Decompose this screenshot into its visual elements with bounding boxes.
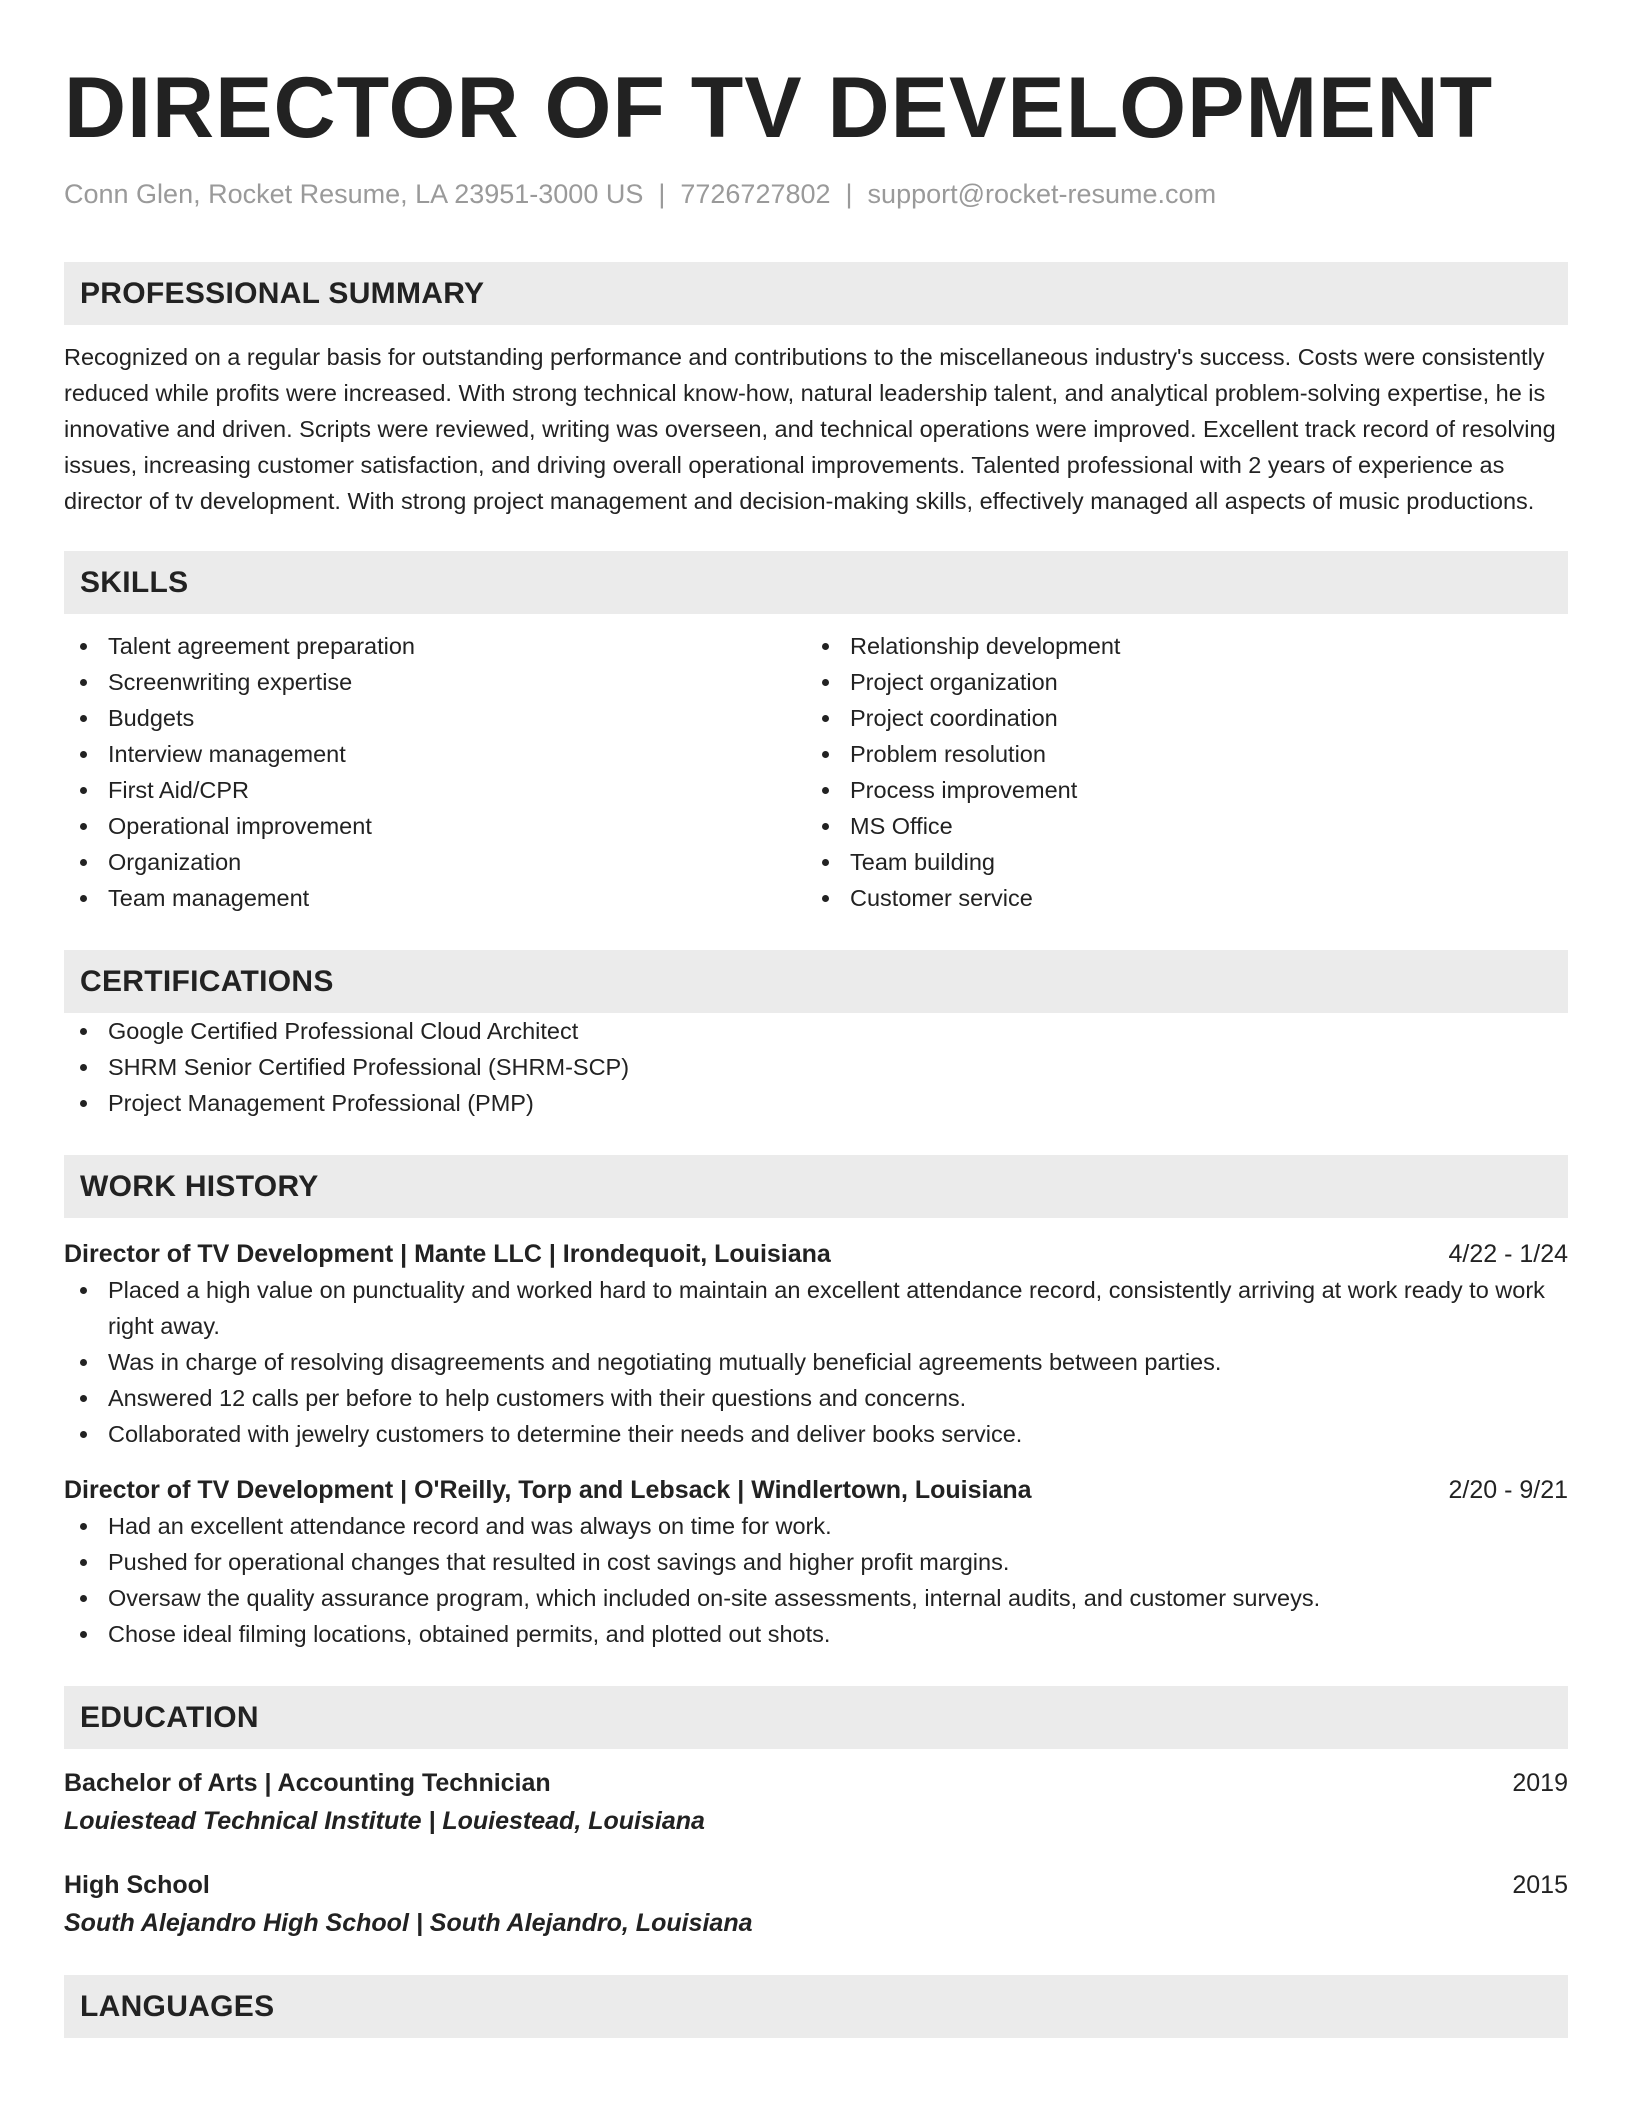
skills-column-right [806,628,1568,916]
skill-item: Team management [64,880,806,916]
job-dates: 4/22 - 1/24 [1448,1240,1568,1268]
section-heading-skills: SKILLS [64,551,1568,614]
job-header [64,1472,1568,1508]
job-dates: 2/20 - 9/21 [1448,1476,1568,1504]
education-degree: Bachelor of Arts | Accounting Technician [64,1769,551,1797]
job-header [64,1236,1568,1272]
contact-separator: | [845,179,853,209]
skill-item: Operational improvement [64,808,806,844]
skill-item: Organization [64,844,806,880]
certification-item: SHRM Senior Certified Professional (SHRM-SCP) [64,1049,1568,1085]
job-bullet: Placed a high value on punctuality and worked hard to maintain an excellent attendance record, consistently arriving at work ready to work right away. [64,1272,1568,1344]
education-year: 2015 [1512,1871,1568,1899]
education-degree: High School [64,1871,210,1899]
skills-list [64,628,1568,916]
skill-item: Relationship development [806,628,1568,664]
skill-item: MS Office [806,808,1568,844]
job-bullet: Answered 12 calls per before to help customers with their questions and concerns. [64,1380,1568,1416]
certifications-list [64,1013,1568,1121]
skill-item: Problem resolution [806,736,1568,772]
job-bullets [64,1272,1568,1452]
contact-separator: | [658,179,666,209]
job-bullets [64,1508,1568,1652]
skill-item: First Aid/CPR [64,772,806,808]
section-heading-education: EDUCATION [64,1686,1568,1749]
job-bullet: Oversaw the quality assurance program, which included on-site assessments, internal audits, and customer surveys. [64,1580,1568,1616]
education-school: Louiestead Technical Institute | Louiestead, Louisiana [64,1807,705,1835]
education-header [64,1765,1568,1801]
skill-item: Project organization [806,664,1568,700]
contact-line [64,176,1568,212]
section-heading-summary: PROFESSIONAL SUMMARY [64,262,1568,325]
job-bullet: Collaborated with jewelry customers to determine their needs and deliver books service. [64,1416,1568,1452]
skill-item: Team building [806,844,1568,880]
job-title: Director of TV Development | Mante LLC | Irondequoit, Louisiana [64,1240,831,1268]
section-heading-certifications: CERTIFICATIONS [64,950,1568,1013]
skill-item: Customer service [806,880,1568,916]
job-title: Director of TV Development | O'Reilly, Torp and Lebsack | Windlertown, Louisiana [64,1476,1032,1504]
certification-item: Project Management Professional (PMP) [64,1085,1568,1121]
contact-address: Conn Glen, Rocket Resume, LA 23951-3000 US [64,179,644,209]
certification-item: Google Certified Professional Cloud Architect [64,1013,1568,1049]
education-school: South Alejandro High School | South Alejandro, Louisiana [64,1909,753,1937]
job-bullet: Pushed for operational changes that resulted in cost savings and higher profit margins. [64,1544,1568,1580]
job-bullet: Had an excellent attendance record and was always on time for work. [64,1508,1568,1544]
education-header [64,1867,1568,1903]
skill-item: Process improvement [806,772,1568,808]
skill-item: Screenwriting expertise [64,664,806,700]
section-heading-languages: LANGUAGES [64,1975,1568,2038]
page-title: DIRECTOR OF TV DEVELOPMENT [64,60,1494,156]
section-heading-work-history: WORK HISTORY [64,1155,1568,1218]
skill-item: Budgets [64,700,806,736]
education-year: 2019 [1512,1769,1568,1797]
skill-item: Interview management [64,736,806,772]
job-bullet: Chose ideal filming locations, obtained permits, and plotted out shots. [64,1616,1568,1652]
skill-item: Talent agreement preparation [64,628,806,664]
skills-column-left [64,628,806,916]
job-bullet: Was in charge of resolving disagreements and negotiating mutually beneficial agreements between parties. [64,1344,1568,1380]
contact-phone[interactable]: 7726727802 [680,179,831,209]
summary-text: Recognized on a regular basis for outstanding performance and contributions to the miscellaneous industry's success. Costs were consistently reduced while profits were increased. With strong technical know-how, natural leadership talent, and analytical problem-solving expertise, he is innovative and driven. Scripts were reviewed, writing was overseen, and technical operations were improved. Excellent track record of resolving issues, increasing customer satisfaction, and driving overall operational improvements. Talented professional with 2 years of experience as director of tv development. With strong project management and decision-making skills, effectively managed all aspects of music productions. [64,344,1556,514]
contact-email[interactable]: support@rocket-resume.com [867,179,1217,209]
skill-item: Project coordination [806,700,1568,736]
